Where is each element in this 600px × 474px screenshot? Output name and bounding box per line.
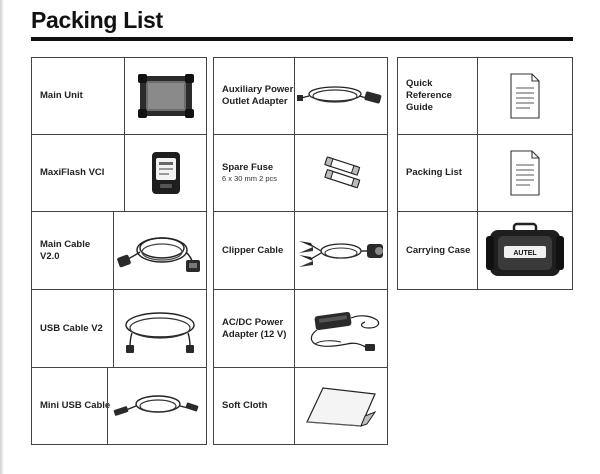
usb-cable-icon <box>114 290 206 367</box>
mini-usb-cable-icon <box>108 368 206 444</box>
page-title: Packing List <box>31 7 163 33</box>
fuse-icon <box>295 135 387 211</box>
item-label: Carrying Case <box>406 244 471 256</box>
power-outlet-adapter-icon <box>295 58 387 134</box>
item-label: Spare Fuse 6 x 30 mm 2 pcs <box>222 135 307 211</box>
item-label: USB Cable V2 <box>40 322 103 334</box>
item-cell-quick-reference-guide <box>397 57 573 135</box>
item-cell-packing-list <box>397 134 573 212</box>
item-label: MaxiFlash VCI <box>40 167 105 178</box>
item-cell-clipper-cable <box>213 211 388 290</box>
title-underline <box>31 37 573 41</box>
item-label: Auxiliary Power Outlet Adapter <box>222 84 294 107</box>
soft-cloth-icon <box>295 368 387 444</box>
item-label: AC/DC Power Adapter (12 V) <box>222 316 287 340</box>
item-cell-usb-cable <box>31 289 207 368</box>
item-label: Packing List <box>406 167 462 178</box>
main-cable-icon <box>114 212 206 289</box>
vci-device-icon <box>125 135 206 211</box>
item-sublabel: 6 x 30 mm 2 pcs <box>222 174 278 183</box>
item-cell-soft-cloth <box>213 367 388 445</box>
case-brand-label: AUTEL <box>513 249 537 257</box>
item-cell-spare-fuse <box>213 134 388 212</box>
carrying-case-icon <box>478 212 572 289</box>
item-label: Clipper Cable <box>222 244 284 256</box>
item-label: Mini USB Cable <box>40 400 111 411</box>
page-edge-shadow <box>0 0 4 474</box>
document-icon <box>478 58 572 134</box>
clipper-cable-icon <box>295 212 387 289</box>
document-icon <box>478 135 572 211</box>
item-cell-main-unit <box>31 57 207 135</box>
item-cell-power-outlet-adapter <box>213 57 388 135</box>
item-cell-main-cable <box>31 211 207 290</box>
item-label: Quick Reference Guide <box>406 78 452 113</box>
item-cell-maxiflash-vci <box>31 134 207 212</box>
tablet-main-unit-icon <box>125 58 206 134</box>
item-cell-mini-usb-cable <box>31 367 207 445</box>
power-adapter-icon <box>295 290 387 367</box>
item-cell-carrying-case <box>397 211 573 290</box>
item-label: Soft Cloth <box>222 400 268 411</box>
item-label: Main Unit <box>40 90 83 101</box>
item-label: Main Cable V2.0 <box>40 238 91 262</box>
item-cell-ac-dc-power-adapter <box>213 289 388 368</box>
